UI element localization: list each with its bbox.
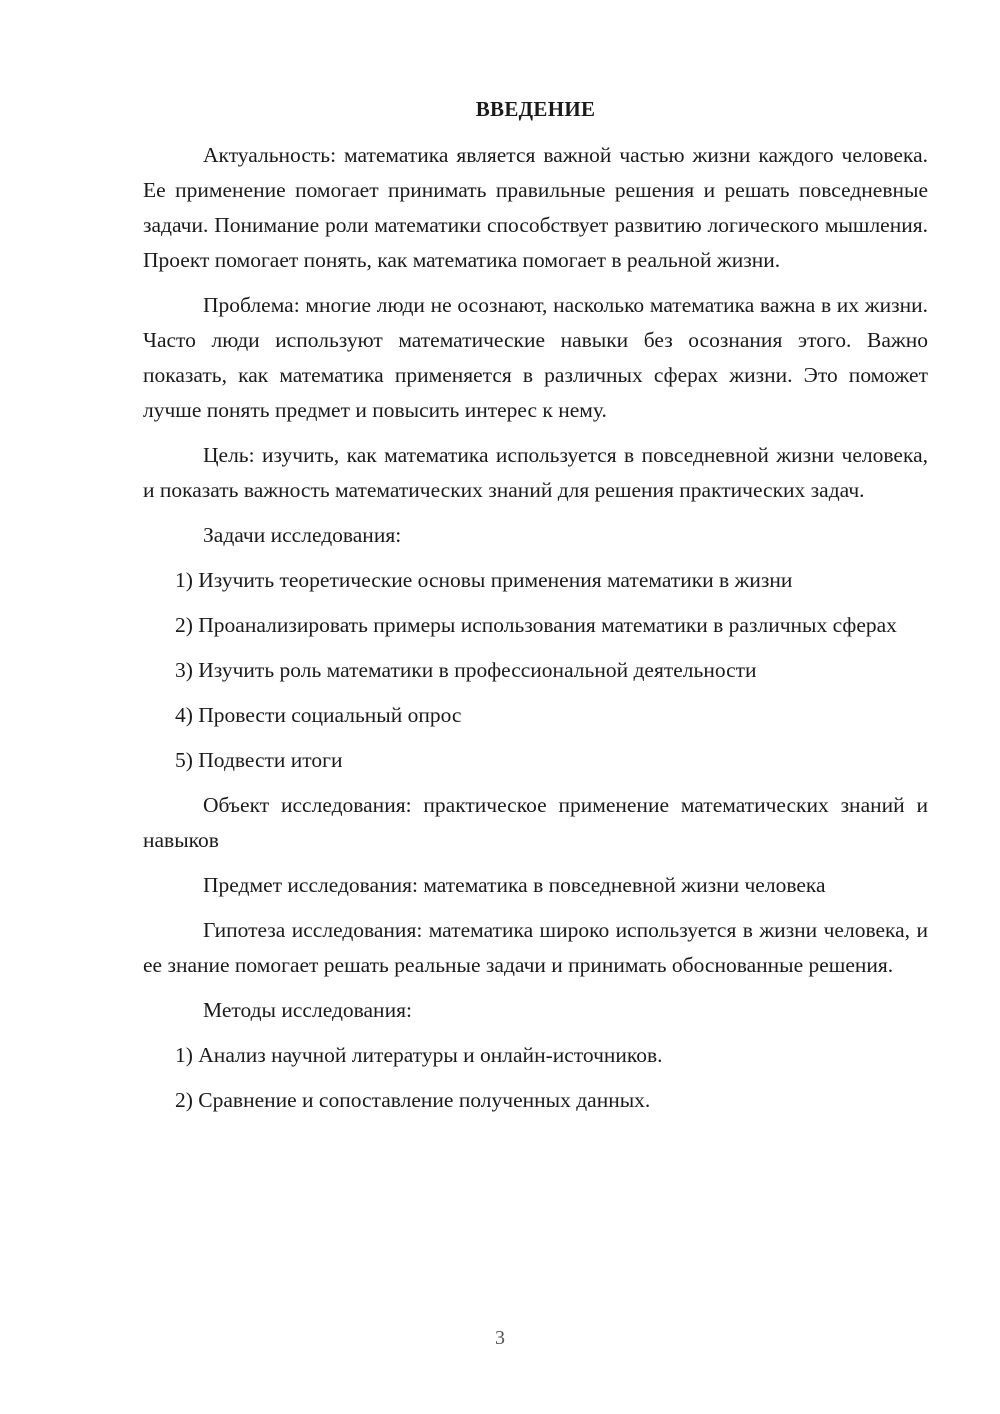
page-title: ВВЕДЕНИЕ	[475, 97, 596, 121]
page-number: 3	[495, 1327, 505, 1349]
list-item: 2) Проанализировать примеры использования математики в различных сферах	[175, 613, 897, 637]
hypothesis-paragraph: Гипотеза исследования: математика широко используется в жизни человека, и ее знание помогает решать реальные задачи и принимать обоснованные решения.	[143, 918, 928, 977]
list-item: 4) Провести социальный опрос	[175, 703, 462, 727]
document-body	[143, 92, 928, 1128]
tasks-list	[143, 563, 928, 778]
list-item: 1) Анализ научной литературы и онлайн-источников.	[175, 1043, 663, 1067]
tasks-heading: Задачи исследования:	[203, 523, 402, 547]
object-paragraph: Объект исследования: практическое применение математических знаний и навыков	[143, 793, 928, 852]
list-item: 3) Изучить роль математики в профессиональной деятельности	[175, 658, 757, 682]
list-item: 2) Сравнение и сопоставление полученных данных.	[175, 1088, 651, 1112]
relevance-paragraph: Актуальность: математика является важной частью жизни каждого человека. Ее применение помогает принимать правильные решения и решать повседневные задачи. Понимание роли математики способствует развитию логического мышления. Проект помогает понять, как математика помогает в реальной жизни.	[143, 143, 928, 272]
list-item: 1) Изучить теоретические основы применения математики в жизни	[175, 568, 793, 592]
goal-paragraph: Цель: изучить, как математика используется в повседневной жизни человека, и показать важность математических знаний для решения практических задач.	[143, 443, 928, 502]
methods-heading: Методы исследования:	[203, 998, 412, 1022]
methods-list	[143, 1038, 928, 1118]
subject-paragraph: Предмет исследования: математика в повседневной жизни человека	[203, 873, 826, 897]
problem-paragraph: Проблема: многие люди не осознают, насколько математика важна в их жизни. Часто люди используют математические навыки без осознания этого. Важно показать, как математика применяется в различных сферах жизни. Это поможет лучше понять предмет и повысить интерес к нему.	[143, 293, 928, 422]
list-item: 5) Подвести итоги	[175, 748, 343, 772]
